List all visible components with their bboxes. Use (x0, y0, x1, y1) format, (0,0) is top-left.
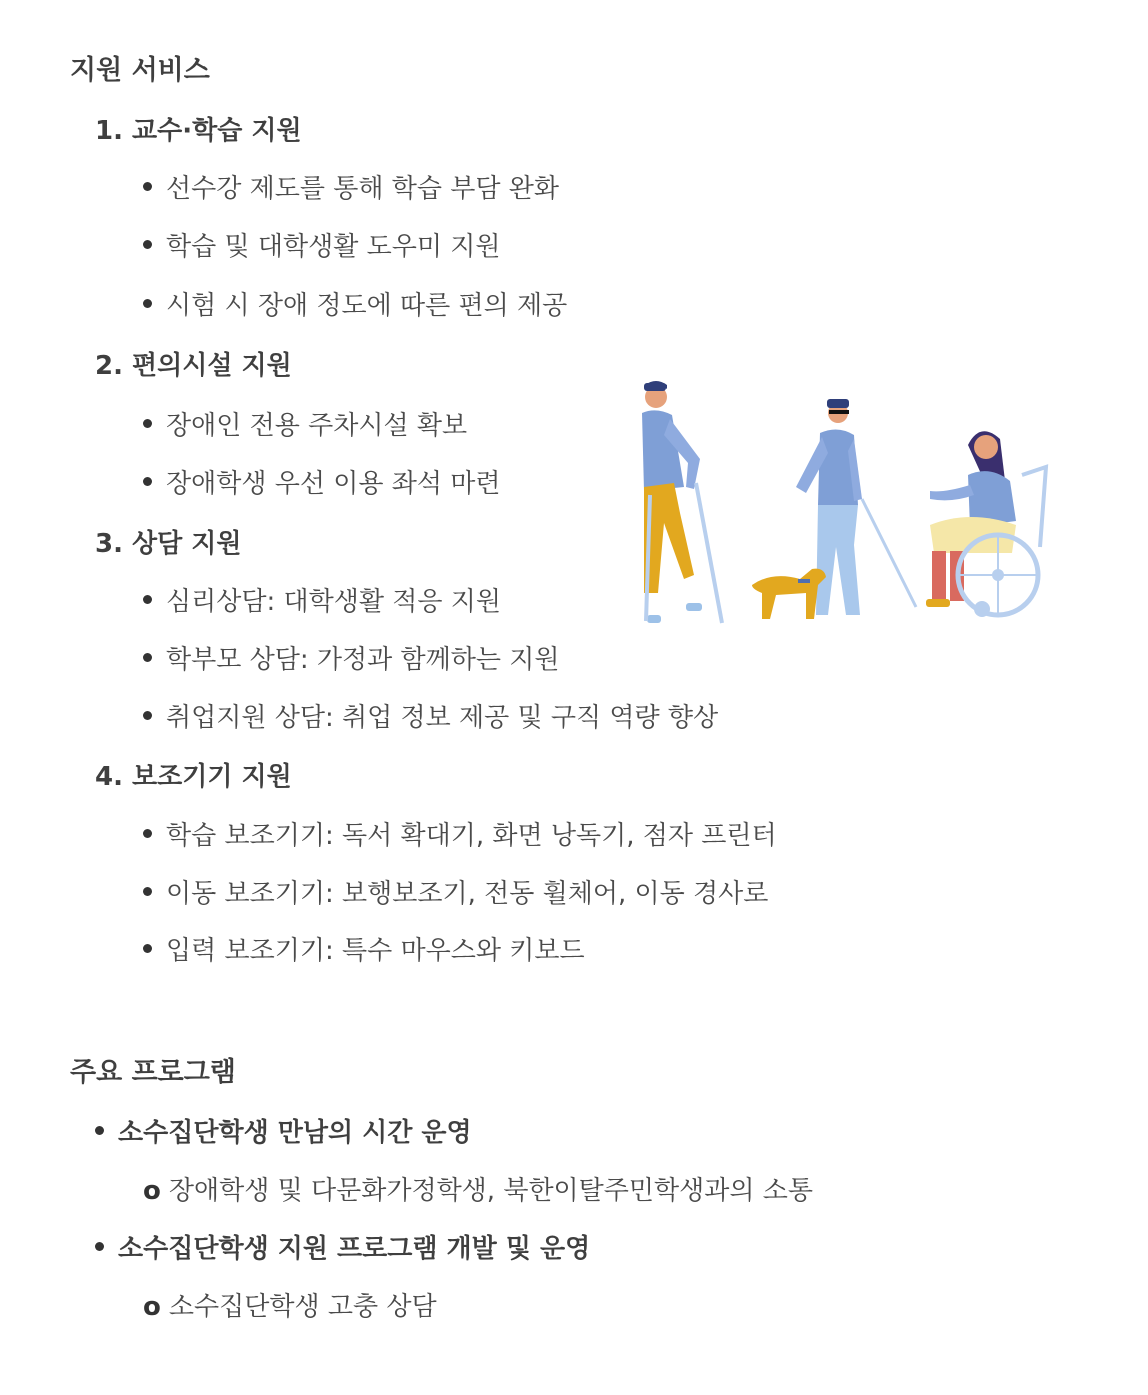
bullet-icon (143, 299, 152, 308)
group-heading-2: 2. 편의시설 지원 (95, 351, 292, 381)
list-item: 학습 보조기기: 독서 확대기, 화면 낭독기, 점자 프린터 (143, 815, 777, 852)
list-item: 입력 보조기기: 특수 마우스와 키보드 (143, 930, 585, 967)
group-heading-4: 4. 보조기기 지원 (95, 762, 292, 792)
bullet-icon (143, 711, 152, 720)
person-with-crutches-icon (642, 381, 722, 623)
bullet-icon (143, 477, 152, 486)
programs-section-title: 주요 프로그램 (70, 1057, 236, 1088)
bullet-icon (95, 1242, 104, 1251)
group-heading-1: 1. 교수·학습 지원 (95, 116, 302, 146)
list-item: 학습 및 대학생활 도우미 지원 (143, 226, 500, 263)
list-item: 시험 시 장애 정도에 따른 편의 제공 (143, 285, 567, 322)
bullet-icon (143, 240, 152, 249)
program-heading: 소수집단학생 만남의 시간 운영 (95, 1112, 472, 1149)
person-with-guide-dog-icon (752, 399, 916, 619)
person-in-wheelchair-icon (926, 431, 1046, 617)
list-item: 심리상담: 대학생활 적응 지원 (143, 581, 501, 618)
list-item: 선수강 제도를 통해 학습 부담 완화 (143, 168, 559, 205)
bullet-icon (143, 653, 152, 662)
bullet-icon (143, 419, 152, 428)
list-item: 장애학생 우선 이용 좌석 마련 (143, 463, 500, 500)
bullet-icon (143, 887, 152, 896)
list-item: 학부모 상담: 가정과 함께하는 지원 (143, 639, 559, 676)
bullet-icon (95, 1126, 104, 1135)
disability-people-illustration (630, 375, 1060, 635)
list-item: 취업지원 상담: 취업 정보 제공 및 구직 역량 향상 (143, 697, 718, 734)
circle-bullet-icon: o (143, 1292, 161, 1322)
group-heading-3: 3. 상담 지원 (95, 529, 242, 559)
support-section-title: 지원 서비스 (70, 55, 210, 86)
program-heading: 소수집단학생 지원 프로그램 개발 및 운영 (95, 1228, 590, 1265)
list-item: 장애인 전용 주차시설 확보 (143, 405, 467, 442)
program-sub-item: o 장애학생 및 다문화가정학생, 북한이탈주민학생과의 소통 (143, 1176, 813, 1206)
bullet-icon (143, 595, 152, 604)
bullet-icon (143, 829, 152, 838)
list-item: 이동 보조기기: 보행보조기, 전동 휠체어, 이동 경사로 (143, 873, 768, 910)
bullet-icon (143, 944, 152, 953)
program-sub-item: o 소수집단학생 고충 상담 (143, 1292, 437, 1322)
circle-bullet-icon: o (143, 1176, 161, 1206)
bullet-icon (143, 182, 152, 191)
